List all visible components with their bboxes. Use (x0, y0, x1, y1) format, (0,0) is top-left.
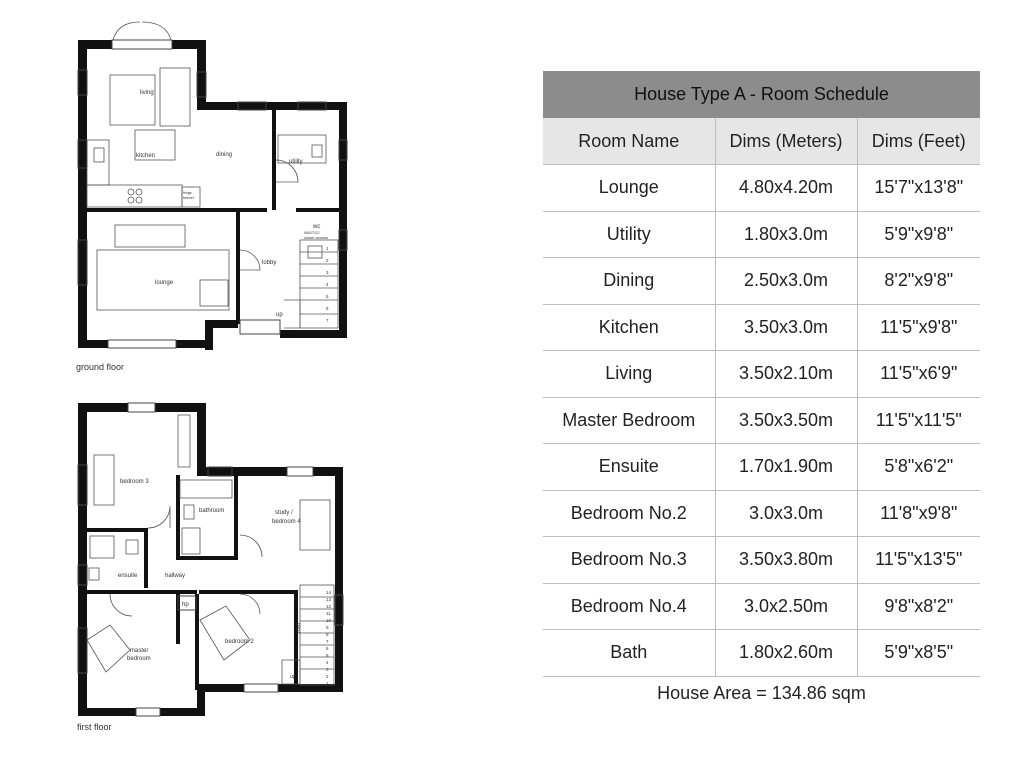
dims-meters-cell: 3.50x3.50m (715, 397, 857, 444)
table-row (543, 583, 980, 630)
room-schedule-table (543, 71, 980, 677)
basin (89, 568, 99, 580)
bed (94, 455, 114, 505)
sofa (115, 225, 185, 247)
dims-meters-cell: 3.0x2.50m (715, 583, 857, 630)
sink (94, 148, 104, 162)
wall (339, 102, 347, 338)
ground-stairs (284, 240, 338, 328)
room-name-cell: Bath (543, 630, 715, 677)
column-header: Room Name (543, 118, 715, 165)
hob-ring (128, 189, 134, 195)
bed (300, 500, 330, 550)
wall (87, 528, 147, 532)
wall (197, 467, 287, 476)
room-label-bedroom-3: bedroom 3 (120, 479, 149, 485)
stair-step-number: 2 (326, 258, 329, 263)
front-door (240, 320, 280, 334)
ground-stair-numbers (326, 246, 329, 323)
dims-feet-cell: 5'9"x8'5" (857, 630, 980, 677)
stair-step-number: 9 (326, 625, 329, 630)
dims-feet-cell: 9'8"x8'2" (857, 583, 980, 630)
hob-ring (136, 189, 142, 195)
stair-step-number: 12 (326, 604, 332, 609)
wall (234, 475, 238, 560)
wardrobe (178, 415, 190, 467)
stair-step-number: 8 (326, 632, 329, 637)
stair-step-number: 10 (326, 618, 332, 623)
toilet (126, 540, 138, 554)
table-row (543, 351, 980, 398)
stair-step-number: 7 (326, 639, 329, 644)
room-label-ensuite: ensuite (118, 573, 138, 579)
table-row (543, 444, 980, 491)
wall (176, 556, 236, 560)
wall (197, 40, 206, 102)
table-row (543, 304, 980, 351)
dims-meters-cell: 1.80x3.0m (715, 211, 857, 258)
wall (272, 110, 276, 210)
wall (199, 590, 295, 594)
dims-meters-cell: 1.70x1.90m (715, 444, 857, 491)
dims-meters-cell: 4.80x4.20m (715, 165, 857, 212)
room-name-cell: Living (543, 351, 715, 398)
window (136, 708, 160, 716)
stair-step-number: 1 (326, 246, 329, 251)
window (128, 403, 155, 412)
table-row (543, 490, 980, 537)
bed (87, 625, 130, 672)
stair-landing (284, 300, 300, 328)
table-row (543, 537, 980, 584)
door-swing (110, 594, 132, 616)
wall (78, 40, 87, 347)
room-label-master: master (130, 648, 149, 654)
dims-meters-cell: 2.50x3.0m (715, 258, 857, 305)
room-name-cell: Lounge (543, 165, 715, 212)
room-name-cell: Bedroom No.3 (543, 537, 715, 584)
toilet (184, 505, 194, 519)
room-label-living: living (140, 90, 154, 96)
room-label-bathroom: bathroom (199, 508, 225, 514)
bed (200, 606, 250, 660)
armchair (160, 68, 190, 126)
door-swing (113, 22, 171, 40)
appliance-label: freezer (183, 196, 194, 200)
column-header: Dims (Meters) (715, 118, 857, 165)
wall (294, 590, 298, 686)
bath-tub (180, 480, 232, 498)
wall (87, 590, 197, 594)
appliance-label: fridge (183, 191, 192, 195)
dims-feet-cell: 11'5"x11'5" (857, 397, 980, 444)
armchair (200, 280, 228, 306)
hob-ring (136, 197, 142, 203)
room-name-cell: Bedroom No.4 (543, 583, 715, 630)
wc-note: closet access (304, 235, 329, 240)
wall (280, 330, 347, 338)
wall (296, 208, 341, 212)
shower-tray (90, 536, 114, 558)
door-swing (240, 535, 262, 557)
dims-meters-cell: 3.50x2.10m (715, 351, 857, 398)
door-swing (148, 506, 170, 528)
patio-door (112, 40, 172, 49)
room-label-hp: hp (182, 602, 189, 608)
room-label-bedroom-4: bedroom 4 (272, 519, 301, 525)
dims-feet-cell: 5'8"x6'2" (857, 444, 980, 491)
table-row (543, 630, 980, 677)
room-name-cell: Master Bedroom (543, 397, 715, 444)
dims-feet-cell: 8'2"x9'8" (857, 258, 980, 305)
stair-step-number: 6 (326, 306, 329, 311)
dims-meters-cell: 3.50x3.80m (715, 537, 857, 584)
wall (197, 403, 206, 471)
wall (78, 403, 128, 412)
window (108, 340, 176, 348)
room-label-lounge: lounge (155, 280, 174, 286)
stair-step-number: 14 (326, 590, 332, 595)
first-stair-numbers (326, 590, 332, 686)
table-row (543, 211, 980, 258)
wall (144, 528, 148, 588)
room-label-hallway: hallway (165, 573, 186, 579)
room-label-bedroom-2: bedroom 2 (225, 639, 254, 645)
room-name-cell: Dining (543, 258, 715, 305)
wall (78, 403, 87, 716)
room-name-cell: Ensuite (543, 444, 715, 491)
door-swing (240, 594, 260, 614)
dims-feet-cell: 11'5"x6'9" (857, 351, 980, 398)
room-label-study: study / (275, 510, 293, 516)
room-label-dining: dining (216, 152, 233, 158)
room-name-cell: Bedroom No.2 (543, 490, 715, 537)
kitchen-counter (87, 185, 182, 207)
dims-feet-cell: 11'5"x9'8" (857, 304, 980, 351)
wall (160, 708, 205, 716)
stair-step-number: 13 (326, 597, 332, 602)
stair-step-number: 1 (326, 681, 329, 686)
wc-note: 06/07/22 (304, 230, 320, 235)
wall (176, 475, 180, 560)
first-floor-plan (77, 403, 343, 732)
dims-feet-cell: 11'8"x9'8" (857, 490, 980, 537)
house-area: House Area = 134.86 sqm (657, 683, 866, 703)
window (244, 684, 278, 692)
room-name-cell: Kitchen (543, 304, 715, 351)
wall (197, 102, 347, 110)
schedule-title: House Type A - Room Schedule (543, 71, 980, 118)
stair-step-number: 7 (326, 318, 329, 323)
dims-feet-cell: 15'7"x13'8" (857, 165, 980, 212)
stair-step-number: 6 (326, 646, 329, 651)
dims-meters-cell: 1.80x2.60m (715, 630, 857, 677)
room-label-lobby: lobby (262, 260, 277, 266)
dims-feet-cell: 5'9"x9'8" (857, 211, 980, 258)
column-header: Dims (Feet) (857, 118, 980, 165)
room-label-wc: wc (313, 224, 321, 230)
room-label-utility: utility (289, 159, 303, 165)
kitchen-counter (87, 140, 109, 185)
door-swing (240, 250, 260, 270)
dims-feet-cell: 11'5"x13'5" (857, 537, 980, 584)
stair-step-number: 5 (326, 653, 329, 658)
ground-floor-plan (76, 22, 347, 372)
stair-step-number: 2 (326, 674, 329, 679)
table-row (543, 258, 980, 305)
table-row (543, 397, 980, 444)
stair-step-number: 5 (326, 294, 329, 299)
stair-step-number: 3 (326, 270, 329, 275)
stair-step-number: 3 (326, 667, 329, 672)
stair-label-up: up (276, 312, 283, 318)
room-label-kitchen: kitchen (136, 153, 156, 159)
wall (335, 467, 343, 692)
shower (182, 528, 200, 554)
window (287, 467, 313, 476)
room-label-bedroom: bedroom (127, 656, 151, 662)
wall (236, 208, 240, 324)
wall (78, 708, 136, 716)
wall (78, 40, 112, 49)
dims-meters-cell: 3.50x3.0m (715, 304, 857, 351)
sofa (110, 75, 155, 125)
dims-meters-cell: 3.0x3.0m (715, 490, 857, 537)
stair-flight (300, 240, 338, 328)
stair-step-number: 4 (326, 282, 329, 287)
utility-sink (312, 145, 322, 157)
stair-treads (300, 252, 338, 314)
table-row (543, 165, 980, 212)
schedule-rows (543, 165, 980, 677)
stair-step-number: 11 (326, 611, 331, 616)
hob-ring (128, 197, 134, 203)
room-label-void: void (296, 622, 302, 634)
caption-ground-floor: ground floor (76, 362, 125, 372)
wall (78, 340, 108, 348)
wall (176, 340, 213, 348)
stair-label-up: up (290, 674, 296, 680)
caption-first-floor: first floor (77, 722, 112, 732)
room-name-cell: Utility (543, 211, 715, 258)
stair-step-number: 4 (326, 660, 329, 665)
